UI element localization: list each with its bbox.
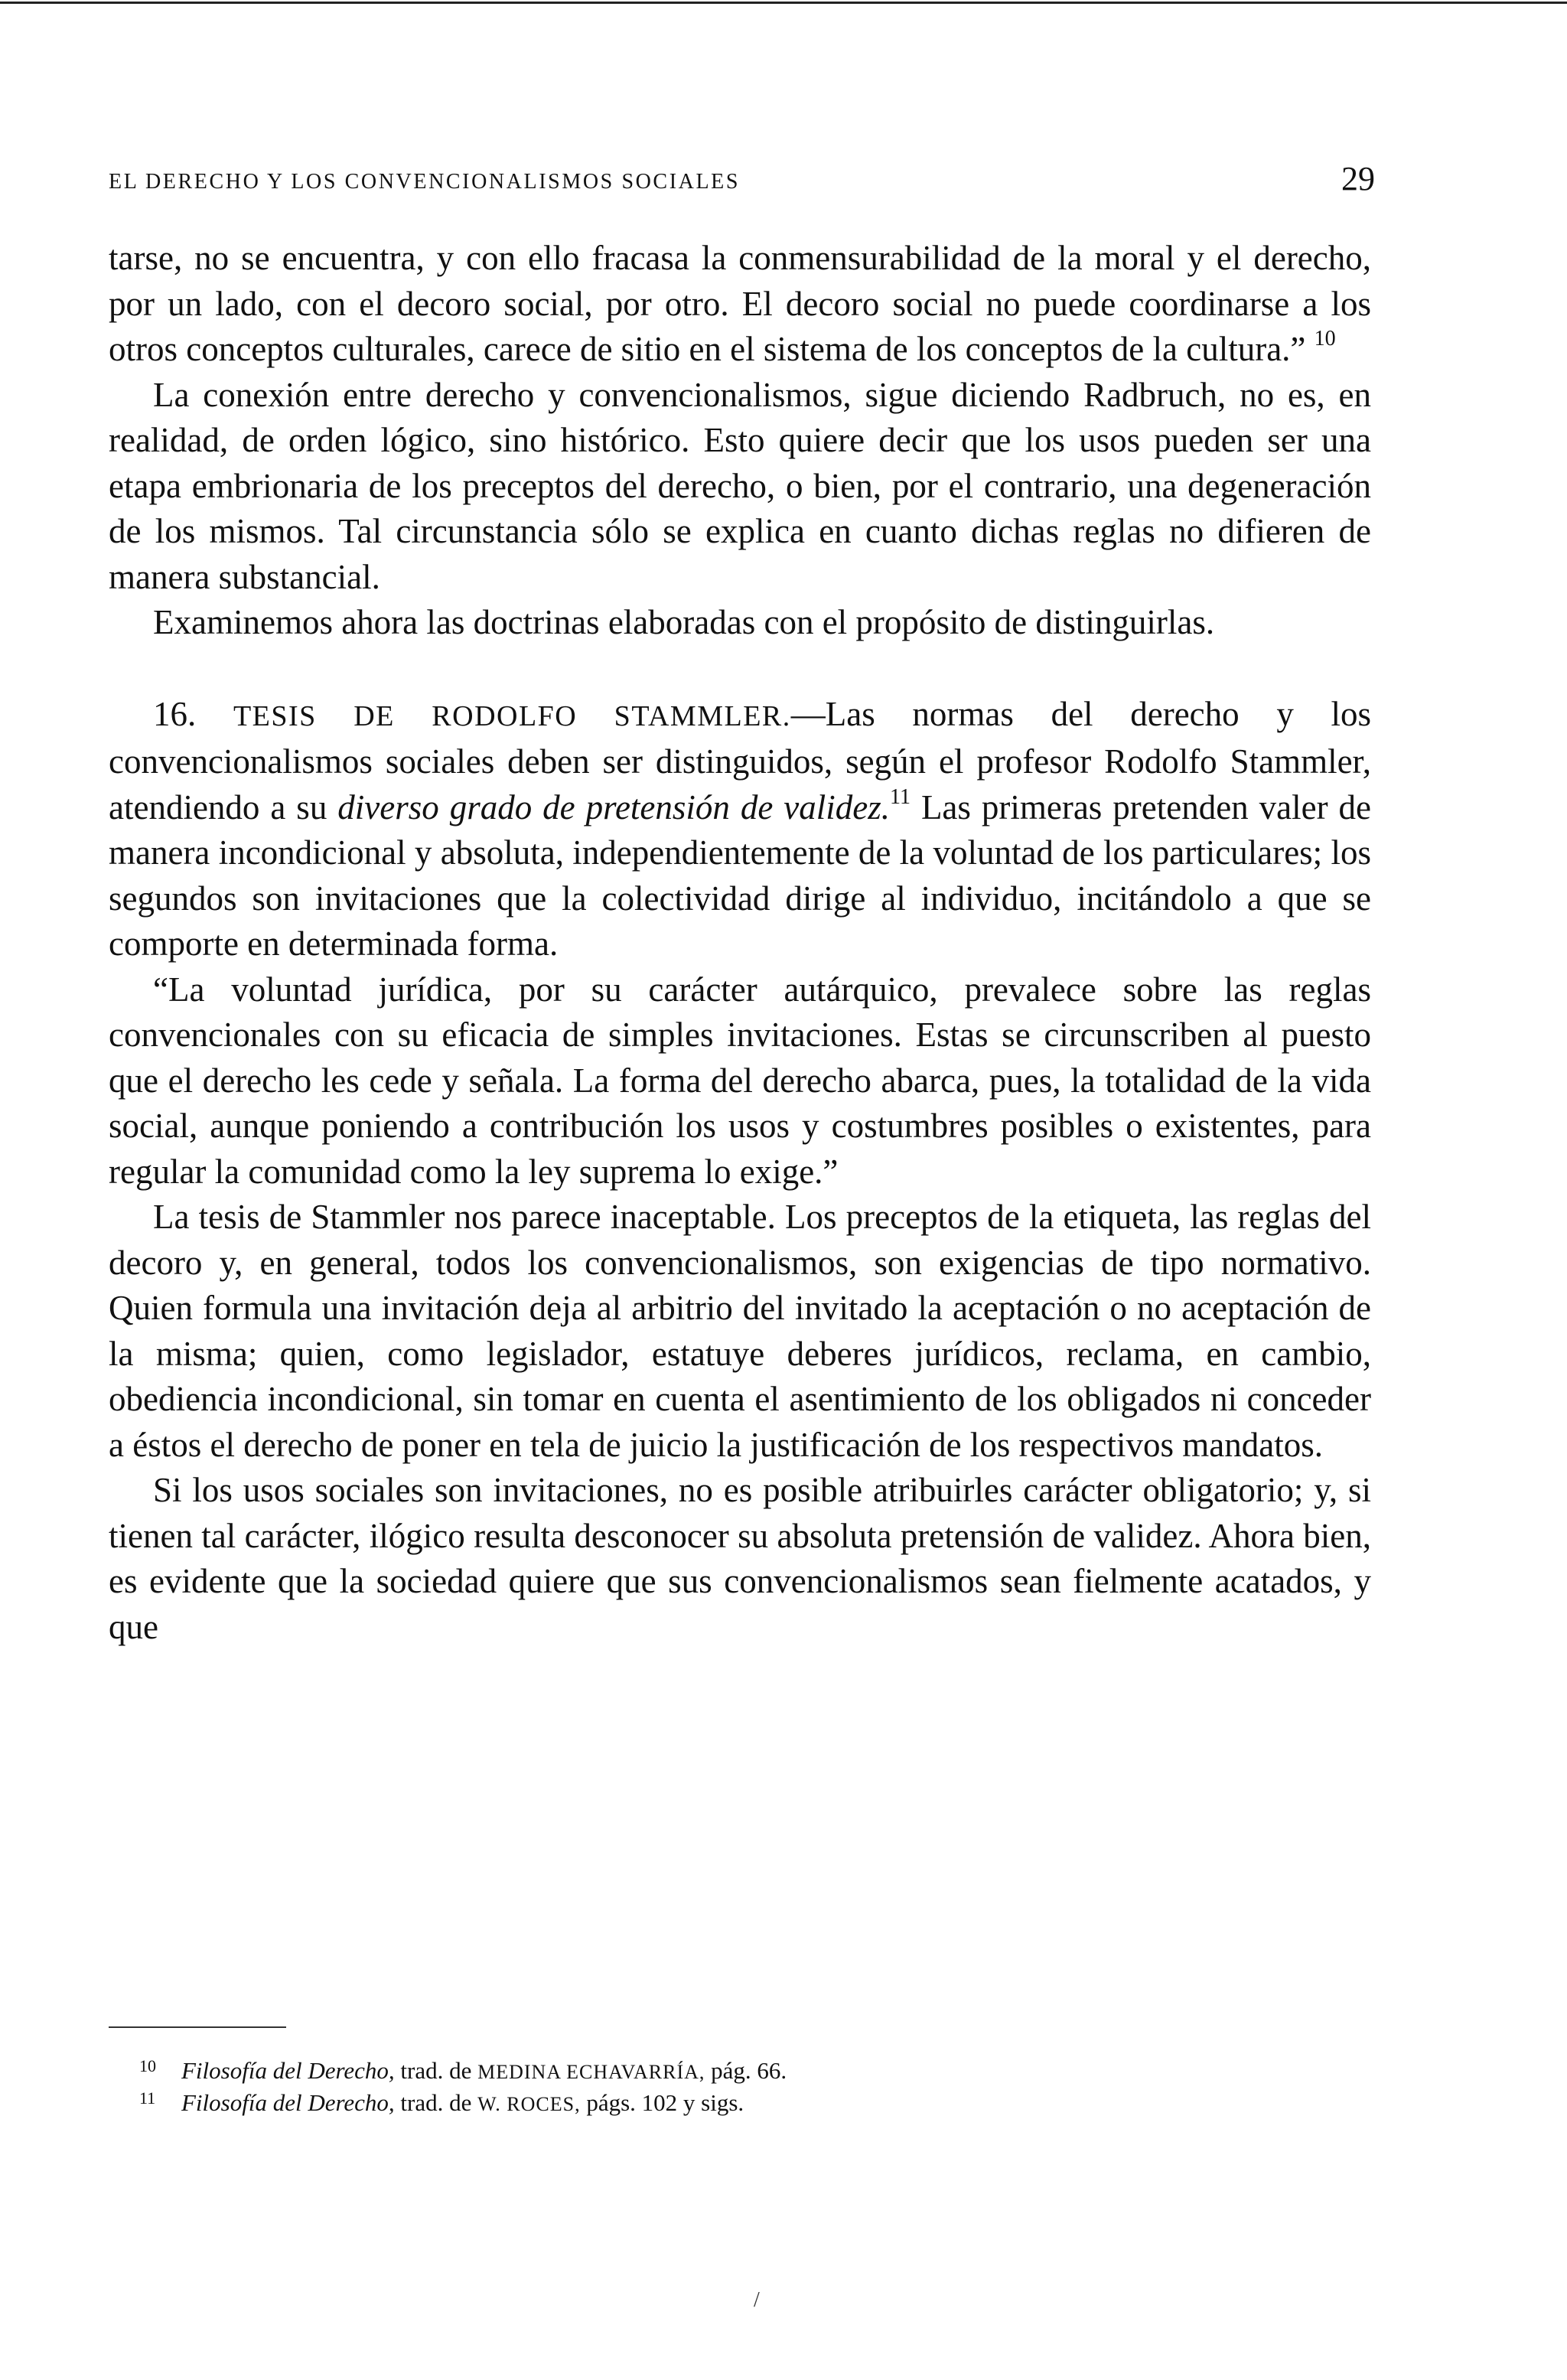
paragraph: Examinemos ahora las doctrinas elaboradas con el propósito de distinguirlas. [153,603,1215,641]
paragraph [109,236,1371,373]
paragraph-text: tarse, no se encuentra, y con ello fracasa la conmensurabilidad de la moral y el derecho, por un lado, con el decoro social, por otro. El decoro social no puede coordinarse a los otros conceptos culturales, carece de sitio en el sistema de los conceptos de la cultura.” [109,239,1371,368]
footnote-rule [109,2026,286,2028]
quote-paragraph: “La voluntad jurídica, por su carácter autárquico, prevalece sobre las reglas convencionales con su eficacia de simples invitaciones. Estas se circunscriben al puesto que el derecho les cede y señala. La forma del derecho abarca, pues, la totalidad de la vida social, aunque poniendo a contribución los usos y costumbres posibles o existentes, para regular la comunidad como la ley suprema lo exige.” [109,970,1371,1191]
section-heading: TESIS DE RODOLFO STAMMLER. [233,699,791,732]
footnote [109,2056,1371,2088]
footnote-ref: 10 [1314,327,1336,350]
running-title: EL DERECHO Y LOS CONVENCIONALISMOS SOCIALES [109,170,741,194]
book-page [109,150,1375,1650]
paragraph-text: Las primeras pretenden valer de manera incondicional y absoluta, independientemente de la voluntad de los particulares; los segundos son invitaciones que la colectividad dirige al individuo, incitándolo a que se comporte en determinada forma. [109,787,1371,963]
footnote-ref: 11 [890,784,911,809]
running-head [109,150,1375,197]
footnote-translator: W. ROCES, [477,2093,581,2115]
italic-phrase: diverso grado de pretensión de validez. [337,787,891,826]
footnote [109,2088,1371,2120]
footnote-text: trad. de [394,2089,478,2116]
footnote-title: Filosofía del Derecho, [181,2089,395,2116]
paragraph-text: —Las normas del derecho y los convencionalismos sociales deben ser distinguidos, según el profesor Rodolfo Stammler, atendiendo a su [109,694,1372,826]
footnotes [109,2026,1371,2120]
top-border-rule [0,2,1567,4]
section-number: 16. [153,694,197,733]
footnote-number: 10 [139,2056,156,2075]
footnote-text: págs. 102 y sigs. [580,2089,744,2116]
section-paragraph [109,692,1371,967]
footnote-text: trad. de [394,2057,478,2084]
footnote-number: 11 [139,2088,156,2108]
footnote-translator: MEDINA ECHAVARRÍA, [477,2061,705,2083]
page-number: 29 [1341,160,1375,197]
paragraph: La conexión entre derecho y convencionalismos, sigue diciendo Radbruch, no es, en realidad, de orden lógico, sino histórico. Esto quiere decir que los usos pueden ser una etapa embrionaria de los preceptos del derecho, o bien, por el contrario, una degeneración de los mismos. Tal circunstancia sólo se explica en cuanto dichas reglas no difieren de manera substancial. [109,375,1371,596]
footnote-text: pág. 66. [705,2057,787,2084]
footnote-title: Filosofía del Derecho, [181,2057,395,2084]
paragraph: La tesis de Stammler nos parece inaceptable. Los preceptos de la etiqueta, las reglas del decoro y, en general, todos los convencionalismos, son exigencias de tipo normativo. Quien formula una invitación deja al arbitrio del invitado la aceptación o no aceptación de la misma; quien, como legislador, estatuye deberes jurídicos, reclama, en cambio, obediencia incondicional, sin tomar en cuenta el asentimiento de los obligados ni conceder a éstos el derecho de poner en tela de juicio la justificación de los respectivos mandatos. [109,1198,1371,1464]
stray-mark: / [754,2288,760,2312]
paragraph: Si los usos sociales son invitaciones, no es posible atribuirles carácter obligatorio; y, si tienen tal carácter, ilógico resulta desconocer su absoluta pretensión de validez. Ahora bien, es evidente que la sociedad quiere que sus convencionalismos sean fielmente acatados, y que [109,1471,1371,1646]
body-text [109,236,1371,1650]
